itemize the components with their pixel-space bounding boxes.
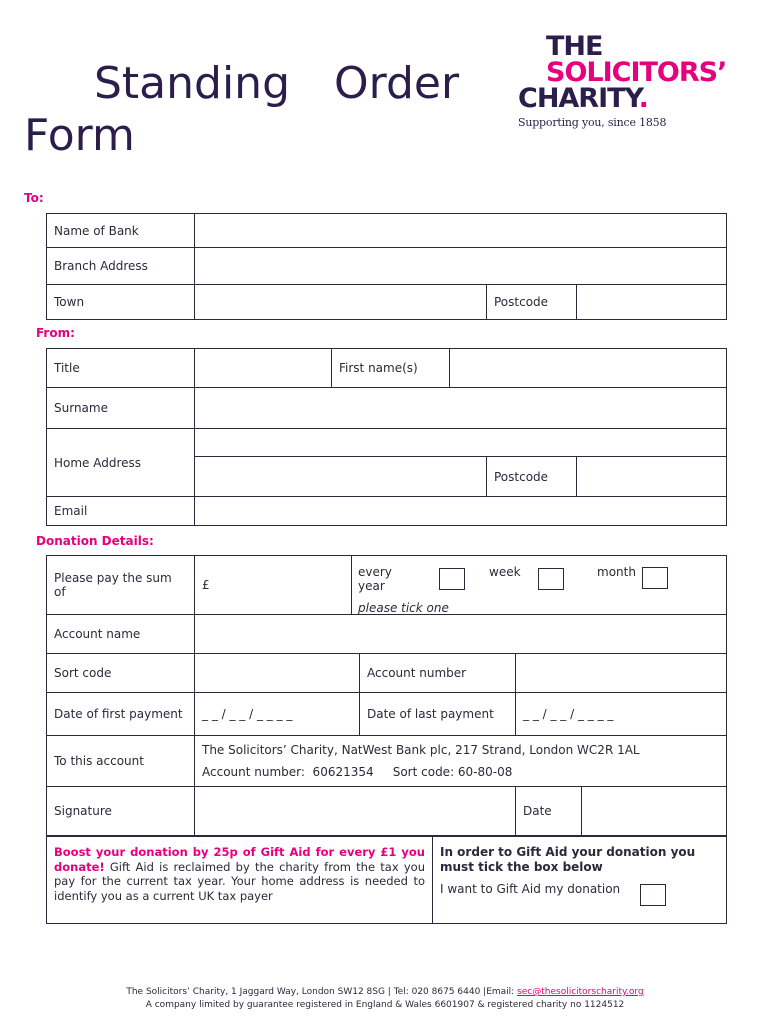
logo-tagline: Supporting you, since 1858: [518, 116, 667, 129]
account-name-label: Account name: [47, 615, 195, 654]
gift-aid-instruction: In order to Gift Aid your donation you must tick the box below: [440, 845, 696, 874]
date-first-field[interactable]: _ _ / _ _ / _ _ _ _: [195, 693, 360, 736]
home-address-field-line2[interactable]: [195, 457, 487, 497]
sort-code-label: Sort code: [47, 654, 195, 693]
gift-aid-info: [47, 837, 433, 924]
title-field[interactable]: [195, 349, 332, 388]
footer-line-2: A company limited by guarantee registered in England & Wales 6601907 & registered charity no 1124512: [145, 1000, 625, 1010]
title-label: Title: [47, 349, 195, 388]
home-address-field-line1[interactable]: [195, 429, 727, 457]
footer-address: The Solicitors’ Charity, 1 Jaggard Way, London SW12 8SG | Tel: 020 8675 6440 |Email:: [126, 987, 518, 997]
branch-address-field[interactable]: [195, 248, 727, 285]
gift-aid-table: [46, 836, 727, 924]
sort-code-field[interactable]: [195, 654, 360, 693]
home-postcode-field[interactable]: [577, 457, 727, 497]
surname-field[interactable]: [195, 388, 727, 429]
date-label: Date: [516, 787, 582, 836]
gift-aid-checkbox[interactable]: [640, 884, 666, 906]
bank-name-field[interactable]: [195, 214, 727, 248]
donation-heading: Donation Details:: [36, 534, 154, 548]
logo-line-1: THE: [546, 31, 603, 62]
branch-address-label: Branch Address: [47, 248, 195, 285]
bank-postcode-field[interactable]: [577, 285, 727, 320]
month-label: month: [597, 564, 636, 579]
account-name-field[interactable]: [195, 615, 727, 654]
home-address-label: Home Address: [47, 429, 195, 497]
title-line-2: Form: [24, 110, 135, 161]
account-number-label: Account number: [360, 654, 516, 693]
from-heading: From:: [36, 326, 75, 340]
every-year-checkbox[interactable]: [439, 568, 465, 590]
charity-logo: [518, 31, 748, 134]
to-account-label: To this account: [47, 736, 195, 787]
email-field[interactable]: [195, 497, 727, 526]
logo-line-2: SOLICITORS’: [546, 57, 727, 88]
from-table: [46, 348, 727, 526]
to-table: [46, 213, 727, 320]
please-tick-hint: please tick one: [358, 600, 449, 615]
every-year-label: every year: [358, 564, 392, 593]
logo-line-3: [518, 83, 748, 114]
first-names-field[interactable]: [450, 349, 727, 388]
title-line-1: Standing Order: [94, 58, 460, 109]
email-label: Email: [47, 497, 195, 526]
month-checkbox[interactable]: [642, 567, 668, 589]
footer-line-1: [0, 987, 770, 997]
logo-dot: .: [638, 83, 648, 114]
home-postcode-label: Postcode: [487, 457, 577, 497]
pay-sum-label: Please pay the sum of: [47, 556, 195, 615]
first-names-label: First name(s): [332, 349, 450, 388]
to-account-details: [195, 736, 727, 787]
pay-sum-field[interactable]: [195, 556, 352, 615]
gift-aid-boost: Boost your donation by 25p of Gift Aid for every £1 you donate!: [54, 845, 425, 874]
gift-aid-checkbox-label: I want to Gift Aid my donation: [440, 882, 621, 896]
donation-table: [46, 555, 727, 836]
to-heading: To:: [24, 191, 44, 205]
town-label: Town: [47, 285, 195, 320]
page-title: [24, 58, 484, 162]
date-field[interactable]: [582, 787, 727, 836]
gift-aid-action: [433, 837, 727, 924]
to-account-line-1: The Solicitors’ Charity, NatWest Bank plc, 217 Strand, London WC2R 1AL: [202, 743, 640, 757]
week-checkbox[interactable]: [538, 568, 564, 590]
bank-postcode-label: Postcode: [487, 285, 577, 320]
currency-symbol: £: [202, 578, 210, 592]
date-last-field[interactable]: _ _ / _ _ / _ _ _ _: [516, 693, 727, 736]
signature-field[interactable]: [195, 787, 516, 836]
logo-word-charity: CHARITY: [518, 83, 639, 114]
week-label: week: [489, 564, 521, 579]
bank-name-label: Name of Bank: [47, 214, 195, 248]
account-number-field[interactable]: [516, 654, 727, 693]
date-first-label: Date of first payment: [47, 693, 195, 736]
town-field[interactable]: [195, 285, 487, 320]
signature-label: Signature: [47, 787, 195, 836]
date-last-label: Date of last payment: [360, 693, 516, 736]
frequency-cell: [352, 556, 727, 615]
surname-label: Surname: [47, 388, 195, 429]
gift-aid-body: Gift Aid is reclaimed by the charity from the tax you pay for the current tax year. Your home address is needed to identify you as a current UK tax payer: [54, 859, 425, 903]
to-account-line-2: Account number: 60621354 Sort code: 60-80-08: [202, 765, 513, 779]
footer-email-link[interactable]: sec@thesolicitorscharity.org: [517, 987, 644, 997]
